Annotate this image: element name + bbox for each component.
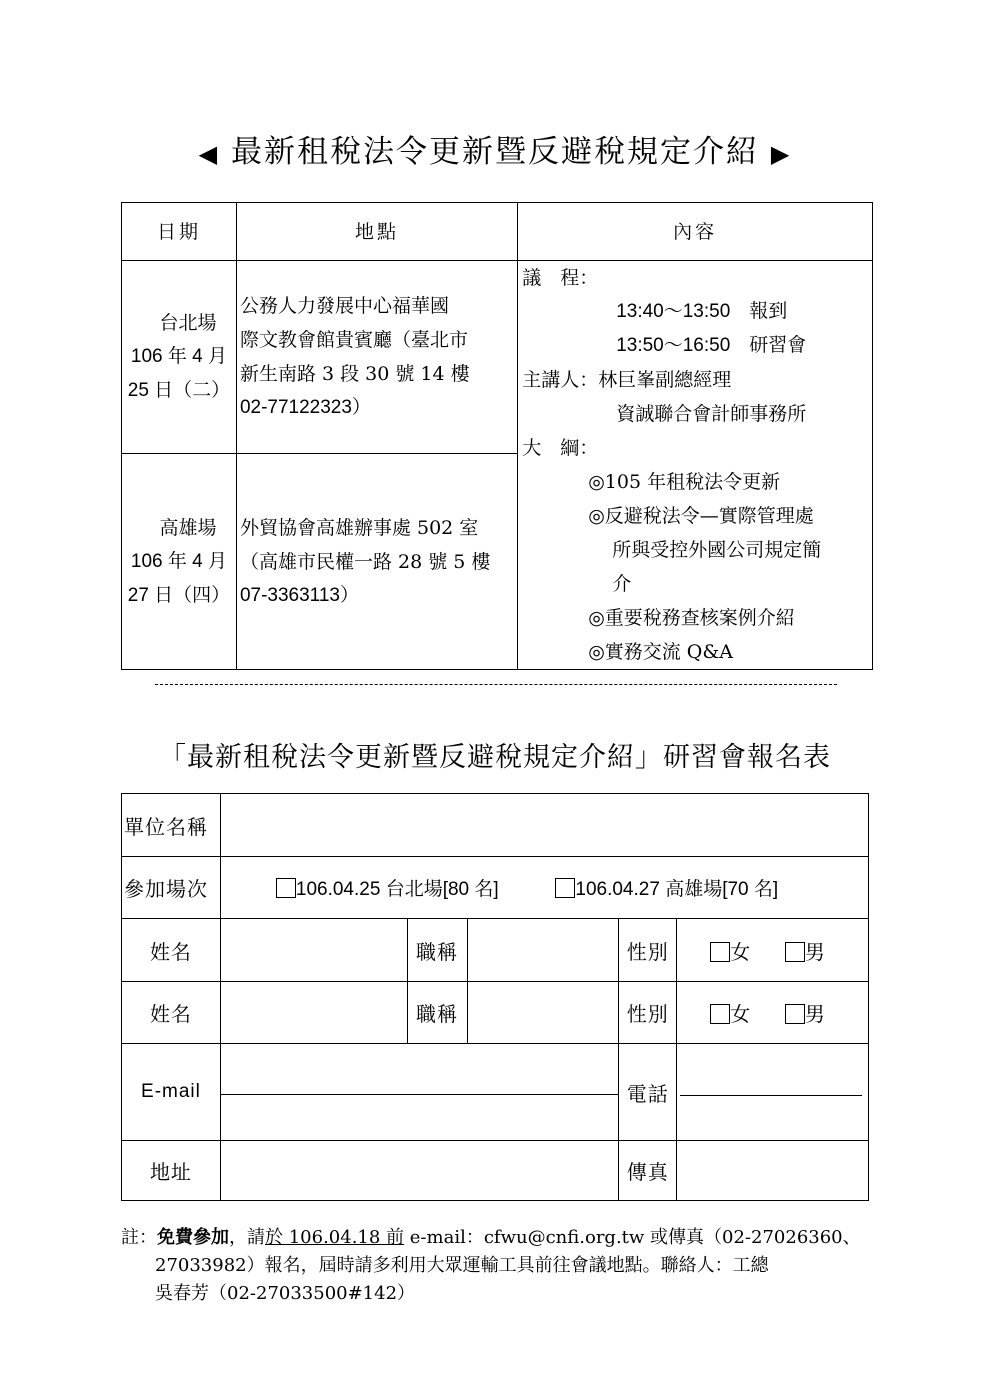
page-title — [0, 126, 990, 171]
note-prefix: 註： — [121, 1227, 157, 1248]
form-row-unit — [122, 794, 869, 857]
fax-label: 傳真 — [619, 1141, 677, 1201]
session-checkbox-kaohsiung[interactable] — [555, 878, 575, 898]
speaker-label: 主講人： — [522, 369, 599, 391]
session-row-taipei — [122, 261, 873, 454]
session-date-line1: 106 年 4 月 — [130, 346, 228, 368]
outline-item: ◎重要稅務查核案例介紹 — [588, 607, 795, 629]
agenda-label: 議 程： — [522, 267, 599, 289]
outline-item: ◎105 年租稅法令更新 — [588, 471, 781, 493]
venue-line: 公務人力發展中心福華國 — [239, 295, 449, 317]
gender-label: 性別 — [619, 982, 677, 1044]
gender-checkbox-male[interactable] — [785, 1004, 805, 1024]
form-title: 「最新租稅法令更新暨反避稅規定介紹」研習會報名表 — [159, 742, 831, 773]
gender-label: 性別 — [619, 919, 677, 982]
venue-line: 07-3363113） — [239, 584, 359, 606]
form-row-address — [122, 1141, 869, 1201]
gender-option-male: 男 — [804, 939, 825, 964]
job-title-label: 職稱 — [407, 982, 467, 1044]
note-deadline: 於 106.04.18 前 — [265, 1227, 405, 1248]
address-label: 地址 — [122, 1141, 221, 1201]
session-date-line1: 106 年 4 月 — [130, 550, 228, 572]
outline-label: 大 綱： — [522, 437, 599, 459]
form-row-session — [122, 857, 869, 919]
venue-line: 02-77122323） — [239, 397, 371, 418]
session-date-line2: 25 日（二） — [127, 380, 231, 402]
phone-input[interactable] — [677, 1044, 869, 1141]
outline-item: ◎實務交流 Q&A — [588, 641, 734, 663]
outline-item: ◎反避稅法令—實際管理處 — [588, 505, 814, 527]
session-options — [220, 857, 868, 919]
agenda-item: 13:50～16:50 研習會 — [616, 335, 807, 356]
gender-option-male: 男 — [804, 1002, 825, 1026]
name-input[interactable] — [220, 982, 407, 1044]
session-content — [518, 261, 873, 670]
speaker-firm: 資誠聯合會計師事務所 — [616, 403, 807, 425]
session-option-taipei: 106.04.25 台北場[80 名] — [295, 879, 499, 900]
speaker-name: 林巨峯副總經理 — [598, 369, 732, 391]
outline-item: 介 — [612, 573, 632, 595]
speaker-line — [522, 363, 870, 397]
session-city: 高雄場 — [159, 516, 217, 539]
gender-options — [677, 919, 869, 982]
left-triangle-icon: ◀ — [198, 139, 220, 168]
title-text: 最新租稅法令更新暨反避稅規定介紹 — [231, 134, 759, 170]
schedule-table — [121, 202, 873, 670]
email-label: E-mail — [122, 1044, 221, 1141]
job-title-input[interactable] — [467, 919, 619, 982]
name-label: 姓名 — [122, 919, 221, 982]
form-row-attendee-1 — [122, 919, 869, 982]
agenda-item: 13:40～13:50 報到 — [616, 301, 788, 322]
form-row-contact — [122, 1044, 869, 1141]
address-input[interactable] — [220, 1141, 618, 1201]
gender-checkbox-female[interactable] — [710, 1004, 730, 1024]
name-input[interactable] — [220, 919, 407, 982]
gender-checkbox-male[interactable] — [785, 942, 805, 962]
session-city: 台北場 — [159, 312, 217, 335]
outline-item: 所與受控外國公司規定簡 — [612, 539, 822, 561]
gender-checkbox-female[interactable] — [710, 942, 730, 962]
session-date-kaohsiung — [122, 454, 237, 670]
session-date-taipei — [122, 261, 237, 454]
header-content: 內容 — [518, 203, 873, 261]
note-line-2: 27033982）報名，屆時請多利用大眾運輸工具前往會議地點。聯絡人：工總 — [155, 1255, 769, 1276]
gender-options — [677, 982, 869, 1044]
phone-label: 電話 — [619, 1044, 677, 1141]
registration-form-table — [121, 793, 869, 1201]
unit-label: 單位名稱 — [122, 794, 221, 857]
note-after-deadline: e-mail：cfwu@cnfi.org.tw 或傳真（02-27026360、 — [404, 1227, 861, 1248]
venue-line: 外貿協會高雄辦事處 502 室 — [239, 516, 479, 539]
note-line-3: 吳春芳（02-27033500#142） — [155, 1283, 416, 1304]
form-row-attendee-2 — [122, 982, 869, 1044]
right-triangle-icon: ▶ — [770, 139, 792, 168]
gender-option-female: 女 — [730, 939, 751, 964]
note-comma: ， — [229, 1227, 247, 1248]
header-venue: 地點 — [236, 203, 517, 261]
footnote — [121, 1224, 881, 1308]
note-free: 免費參加 — [157, 1227, 229, 1248]
dashed-divider — [155, 684, 837, 685]
unit-input[interactable] — [220, 794, 868, 857]
note-line-1 — [121, 1224, 881, 1252]
fax-input[interactable] — [677, 1141, 869, 1201]
venue-line: 新生南路 3 段 30 號 14 樓 — [239, 363, 470, 385]
schedule-header-row — [122, 203, 873, 261]
venue-line: 際文教會館貴賓廳（臺北市 — [239, 329, 468, 351]
name-label: 姓名 — [122, 982, 221, 1044]
session-label: 參加場次 — [122, 857, 221, 919]
job-title-label: 職稱 — [407, 919, 467, 982]
session-checkbox-taipei[interactable] — [276, 878, 296, 898]
session-date-line2: 27 日（四） — [127, 584, 231, 606]
session-venue-kaohsiung — [236, 454, 517, 670]
session-venue-taipei — [236, 261, 517, 454]
note-pre-deadline: 請 — [247, 1227, 265, 1248]
gender-option-female: 女 — [730, 1002, 751, 1026]
email-input[interactable] — [220, 1044, 618, 1141]
venue-line: （高雄市民權一路 28 號 5 樓 — [239, 550, 491, 573]
session-option-kaohsiung: 106.04.27 高雄場[70 名] — [575, 879, 779, 900]
job-title-input[interactable] — [467, 982, 619, 1044]
header-date: 日期 — [122, 203, 237, 261]
